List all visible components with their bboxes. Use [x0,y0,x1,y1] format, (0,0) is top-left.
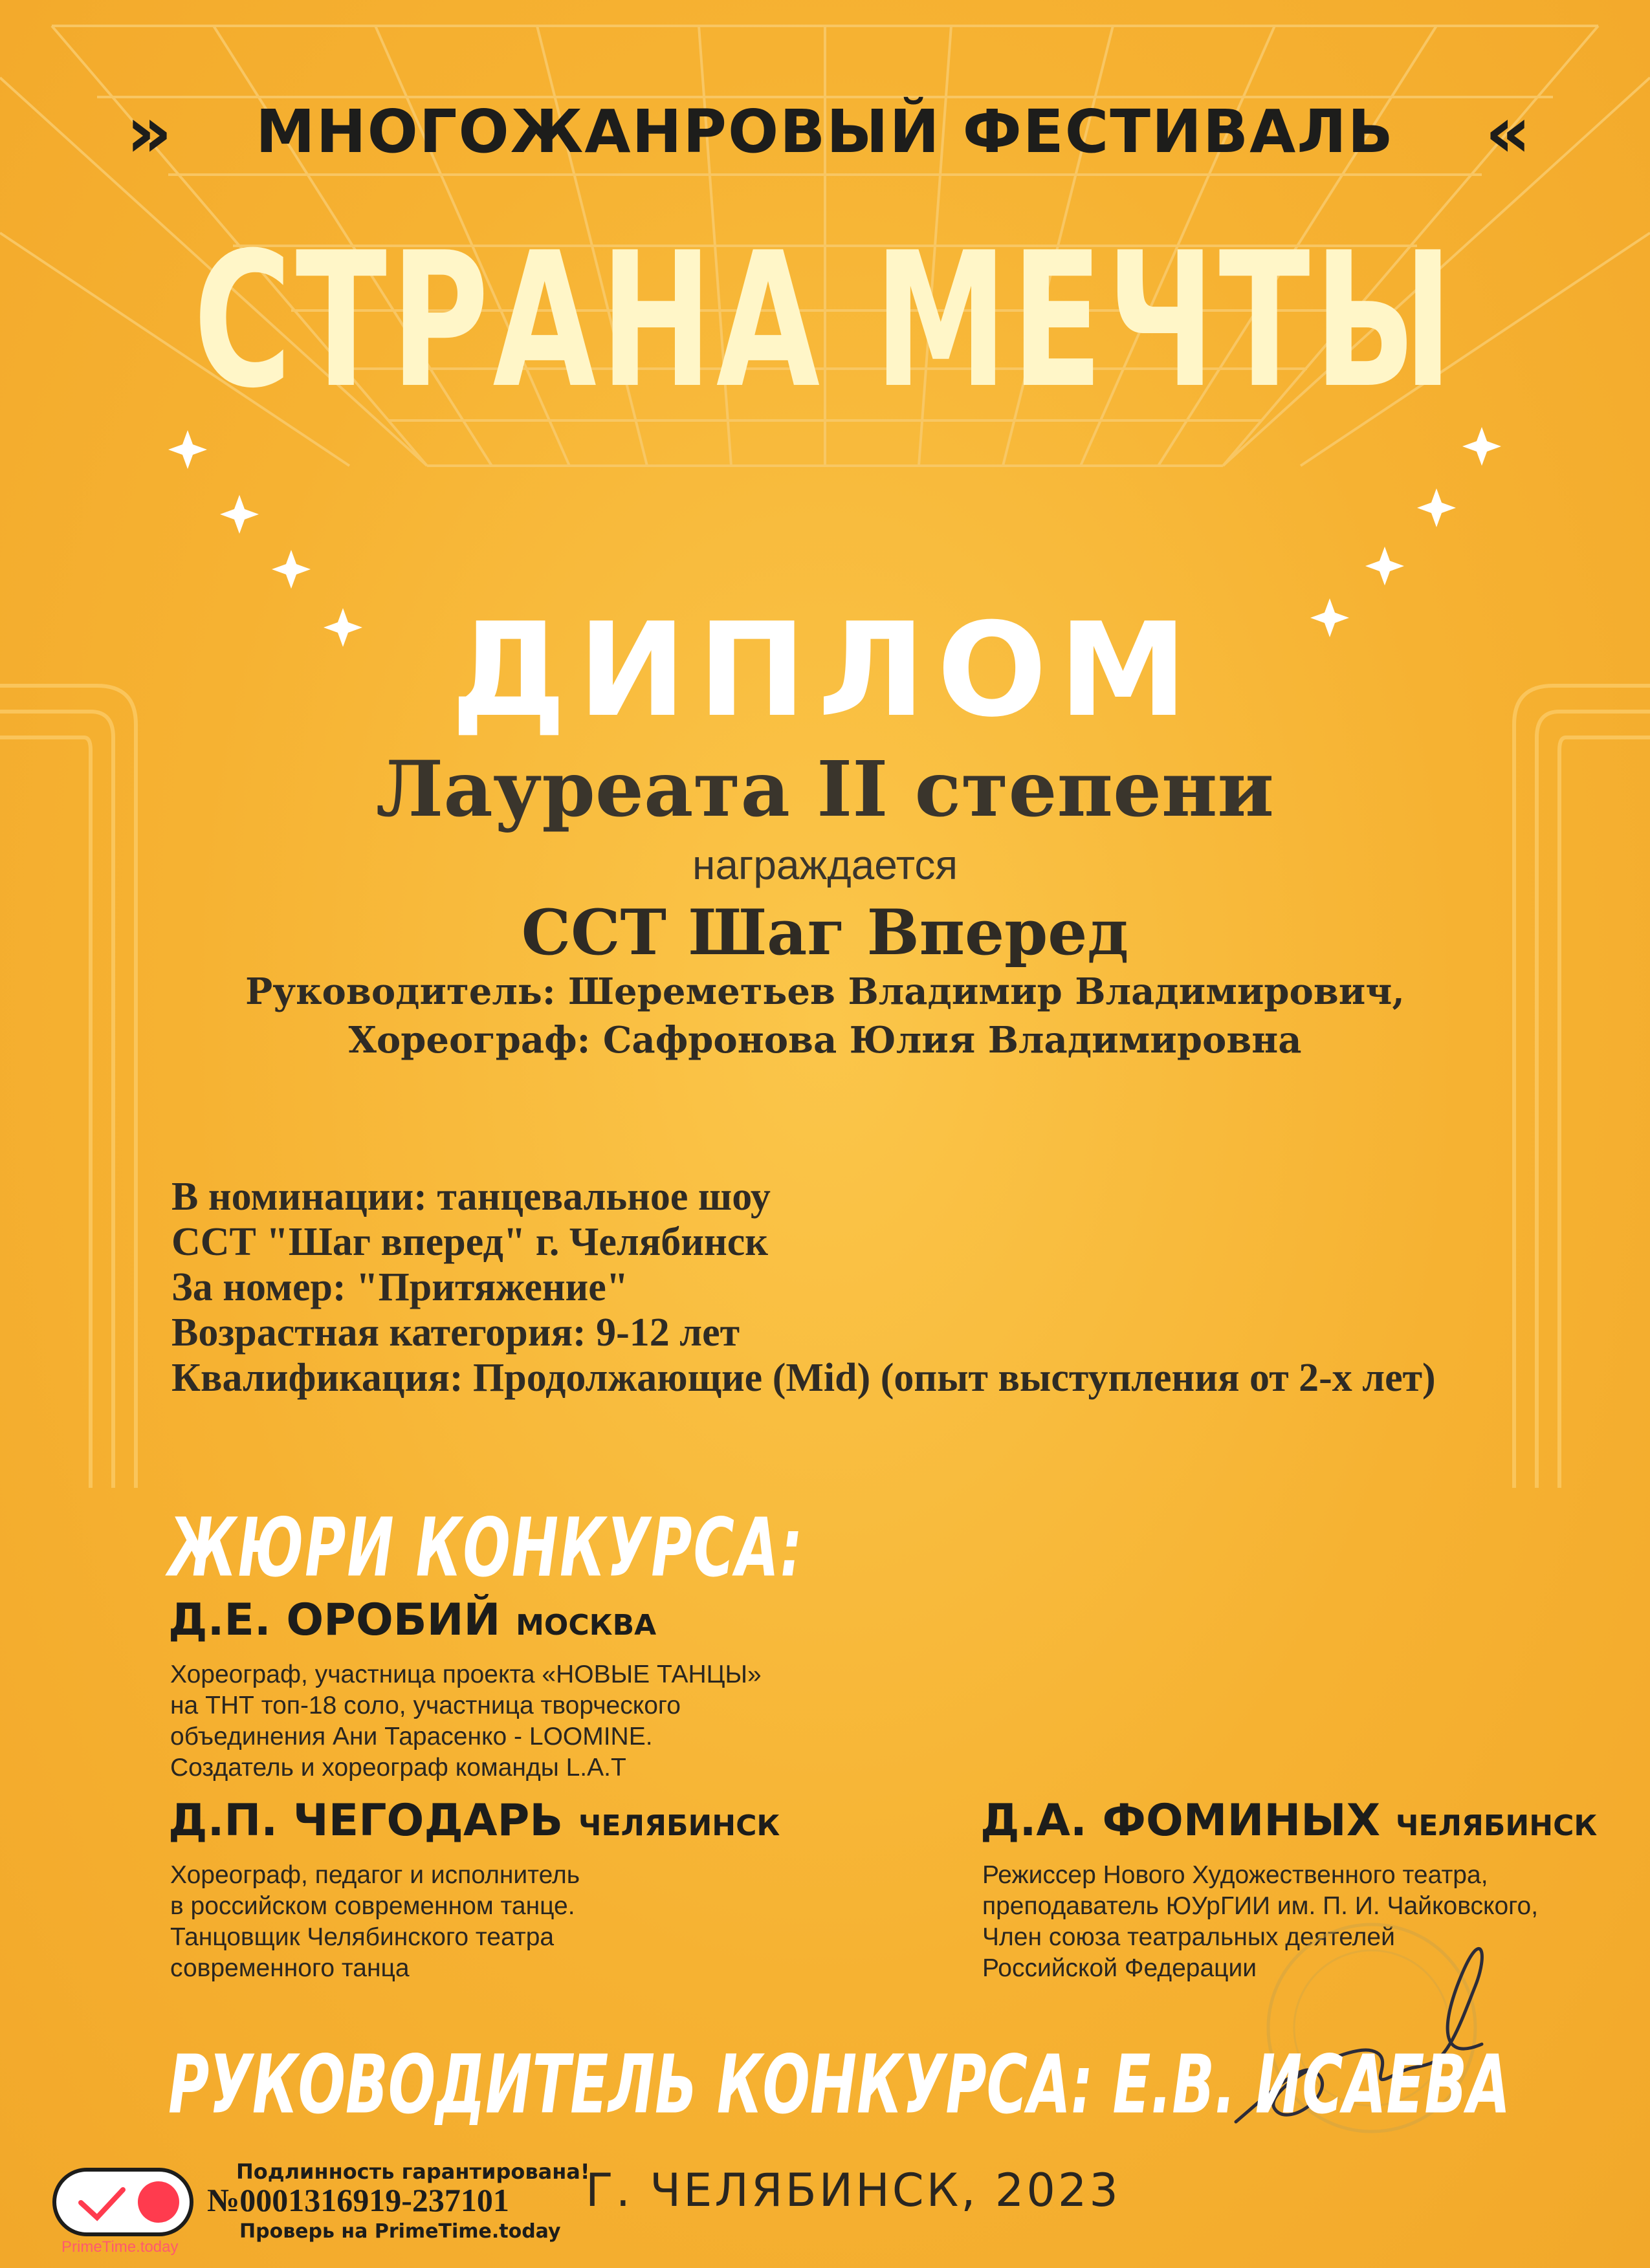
jury-member-fominykh [980,1795,1597,1846]
jury-name: Д.Е. ОРОБИЙ [168,1595,501,1646]
jury-name: Д.П. ЧЕГОДАРЬ [168,1795,564,1846]
desc-line: на ТНТ топ-18 соло, участница творческого [170,1692,681,1719]
desc-line: Хореограф, участница проекта «НОВЫЕ ТАНЦЫ» [170,1661,762,1688]
certificate-number: №0001316919-237101 [207,2182,509,2218]
jury-name: Д.А. ФОМИНЫХ [980,1795,1381,1846]
jury-title: ЖЮРИ КОНКУРСА: [168,1501,804,1595]
jury-city: МОСКВА [516,1609,657,1642]
jury-city: ЧЕЛЯБИНСК [1395,1809,1598,1842]
festival-name: МНОГОЖАНРОВЫЙ ФЕСТИВАЛЬ [256,97,1394,166]
contest-head: РУКОВОДИТЕЛЬ КОНКУРСА: Е.В. ИСАЕВА [168,2038,1511,2132]
desc-line: Танцовщик Челябинского театра [170,1923,555,1951]
brand-label: PrimeTime.today [61,2238,179,2256]
jury-desc-oroby [170,1659,762,1783]
jury-city: ЧЕЛЯБИНСК [578,1809,780,1842]
jury-member-chegodar [168,1795,780,1846]
desc-line: Российской Федерации [982,1954,1257,1982]
desc-line: Член союза театральных деятелей [982,1923,1395,1951]
desc-line: Создатель и хореограф команды L.A.T [170,1754,626,1782]
quote-left: » [126,91,173,173]
jury-desc-chegodar [170,1860,580,1984]
jury-member-oroby [168,1595,656,1646]
desc-line: современного танца [170,1954,410,1982]
awarded-label: награждается [692,842,958,888]
city-year: Г. ЧЕЛЯБИНСК, 2023 [586,2164,1121,2217]
choreographer-line: Хореограф: Сафронова Юлия Владимировна [348,1019,1302,1062]
detail-team: ССТ "Шаг вперед" г. Челябинск [171,1220,768,1264]
desc-line: Хореограф, педагог и исполнитель [170,1861,580,1889]
detail-nomination: В номинации: танцевальное шоу [171,1175,771,1219]
detail-qualification: Квалификация: Продолжающие (Mid) (опыт выступления от 2-х лет) [171,1356,1436,1400]
leader-line: Руководитель: Шереметьев Владимир Владимирович, [245,970,1405,1013]
detail-number: За номер: "Притяжение" [171,1265,629,1309]
diploma-title: ДИПЛОМ [450,595,1200,746]
record-dot-icon [138,2181,179,2223]
detail-age: Возрастная категория: 9-12 лет [171,1311,740,1355]
verify-link[interactable]: Проверь на PrimeTime.today [239,2220,561,2243]
primetime-logo [52,2167,194,2238]
award-degree: Лауреата II степени [376,744,1274,834]
quote-right: « [1485,91,1532,173]
desc-line: преподаватель ЮУрГИИ им. П. И. Чайковского, [982,1892,1539,1920]
desc-line: объединения Ани Тарасенко - LOOMINE. [170,1723,653,1750]
desc-line: Режиссер Нового Художественного театра, [982,1861,1488,1889]
desc-line: в российском современном танце. [170,1892,575,1920]
recipient-name: ССТ Шаг Вперед [521,896,1129,969]
festival-title: СТРАНА МЕЧТЫ [193,213,1457,430]
authenticity-text: Подлинность гарантирована! [236,2159,590,2184]
